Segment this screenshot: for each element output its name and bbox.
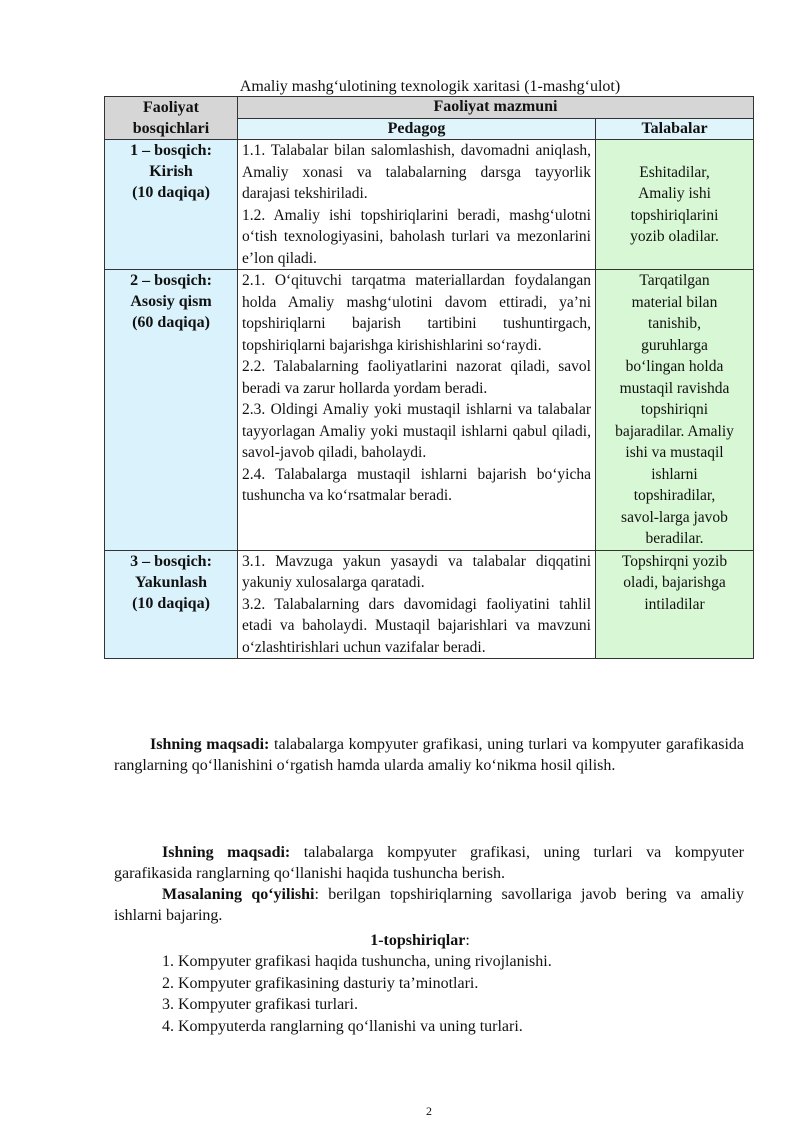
talabalar-line: ishi va mustaqil (625, 444, 724, 461)
talabalar-line: bajaradilar. Amaliy (615, 422, 734, 440)
talabalar-line: topshiriqlarini (630, 206, 719, 224)
stage-name: Asosiy qism (130, 293, 212, 310)
talabalar-line: guruhlarga (641, 336, 708, 354)
tasks-heading-text: 1-topshiriqlar (370, 932, 466, 949)
talabalar-line: beradilar. (645, 530, 704, 547)
goal-paragraph-1 (114, 734, 744, 776)
list-item: 2. Kompyuter grafikasining dasturiy ta’minotlari. (162, 974, 479, 992)
list-item: 1. Kompyuter grafikasi haqida tushuncha, uning rivojlanishi. (162, 953, 552, 970)
talabalar-line: Eshitadilar, (639, 163, 710, 181)
pedagog-step: 2.1. O‘qituvchi tarqatma materiallardan foydalangan holda Amaliy mashg‘ulotini davom ettiradi, ya’ni topshiriqlarni bajarish tartibini tushuntirgach, topshiriqlarni bajarishga kirishishlarini so‘raydi. (242, 272, 591, 354)
header-pedagog: Pedagog (238, 118, 596, 140)
talabalar-line: savol-larga javob (621, 508, 728, 526)
pedagog-step: 2.4. Talabalarga mustaqil ishlarni bajarish bo‘yicha tushuncha va ko‘rsatmalar beradi. (242, 465, 591, 504)
talabalar-cell (596, 140, 754, 270)
pedagog-step: 3.1. Mavzuga yakun yasaydi va talabalar diqqatini yakuniy xulosalarga qaratadi. (242, 552, 591, 591)
problem-label: Masalaning qo‘yilishi (162, 886, 315, 903)
talabalar-line: material bilan (631, 293, 718, 311)
problem-statement (114, 884, 744, 926)
talabalar-line: yozib oladilar. (630, 228, 719, 245)
goal-paragraph-2 (114, 842, 744, 884)
pedagog-step: 2.3. Oldingi Amaliy yoki mustaqil ishlarni va talabalar tayyorlagan Amaliy yoki mustaqil ishlarni qabul qiladi, savol-javob qiladi, baholaydi. (242, 401, 591, 461)
stage-name: Yakunlash (134, 573, 208, 591)
header-stages (105, 97, 238, 140)
list-item: 4. Kompyuterda ranglarning qo‘llanishi va uning turlari. (162, 1017, 523, 1035)
talabalar-line: Topshirqni yozib (621, 552, 728, 570)
table-row-stage-1 (105, 140, 754, 270)
task-list (162, 951, 552, 1037)
stage-name: Kirish (149, 163, 193, 180)
list-item: 3. Kompyuter grafikasi turlari. (162, 996, 358, 1013)
pedagog-step: 1.1. Talabalar bilan salomlashish, davomadni aniqlash, Amaliy xonasi va talabalarning darsga tayyorlik darajasi tekshiriladi. (242, 142, 591, 202)
talabalar-line: Tarqatilgan (639, 272, 710, 289)
pedagog-cell (238, 140, 596, 270)
stage-duration: (10 daqiqa) (132, 184, 210, 201)
talabalar-line: bo‘lingan holda (625, 358, 724, 375)
stage-label: 2 – bosqich: (130, 272, 212, 289)
header-stages-line2: bosqichlari (132, 120, 210, 137)
goal-text: talabalarga kompyuter grafikasi, uning turlari va kompyuter garafikasida ranglarning qo‘llanishi haqida tushuncha berish. (114, 844, 745, 882)
pedagog-step: 1.2. Amaliy ishi topshiriqlarini beradi, mashg‘ulotni o‘tish texnologiyasini, baholash turlari va mezonlarini e’lon qiladi. (242, 206, 591, 267)
goal-label: Ishning maqsadi: (162, 844, 291, 861)
talabalar-line: topshiriqni (640, 401, 709, 418)
tasks-heading (0, 930, 800, 951)
stage-cell (105, 550, 238, 659)
pedagog-cell (238, 270, 596, 551)
table-caption: Amaliy mashg‘ulotining texnologik xaritasi (1-mashg‘ulot) (239, 78, 621, 95)
stage-label: 3 – bosqich: (130, 552, 212, 570)
talabalar-cell (596, 270, 754, 551)
header-content: Faoliyat mazmuni (238, 97, 754, 119)
talabalar-line: Amaliy ishi (638, 185, 711, 202)
goal-text: talabalarga kompyuter grafikasi, uning turlari va kompyuter garafikasida ranglarning qo‘llanishini o‘rgatish hamda ularda amaliy ko‘nikma hosil qilish. (114, 736, 745, 774)
goal-label: Ishning maqsadi: (150, 736, 270, 753)
stage-cell (105, 270, 238, 551)
talabalar-line: tanishib, (648, 315, 701, 332)
tasks-heading-colon: : (465, 932, 470, 949)
table-row-stage-2 (105, 270, 754, 551)
talabalar-line: ishlarni (651, 465, 698, 483)
talabalar-line: topshiradilar, (633, 487, 716, 504)
stage-duration: (60 daqiqa) (132, 314, 210, 331)
stage-duration: (10 daqiqa) (132, 594, 210, 612)
talabalar-cell (596, 550, 754, 659)
pedagog-cell (238, 550, 596, 659)
pedagog-step: 3.2. Talabalarning dars davomidagi faoliyatini tahlil etadi va baholaydi. Mustaqil bajarishlari va mavzuni o‘zlashtirishlari uchun vazifalar beradi. (242, 595, 591, 656)
talabalar-line: mustaqil ravishda (619, 379, 730, 397)
header-stages-line1: Faoliyat (143, 99, 199, 116)
problem-text: : berilgan topshiriqlarning savollariga javob bering va amaliy ishlarni bajaring. (114, 886, 744, 924)
pedagog-step: 2.2. Talabalarning faoliyatlarini nazorat qiladi, savol beradi va zarur hollarda yordam beradi. (242, 358, 591, 397)
stage-label: 1 – bosqich: (130, 142, 212, 159)
talabalar-line: intiladilar (644, 595, 705, 613)
talabalar-line: oladi, bajarishga (623, 574, 726, 591)
header-talabalar: Talabalar (596, 118, 754, 140)
page-number: 2 (426, 1104, 432, 1118)
stage-cell (105, 140, 238, 270)
table-row-stage-3 (105, 550, 754, 659)
technology-map-table (104, 96, 754, 659)
